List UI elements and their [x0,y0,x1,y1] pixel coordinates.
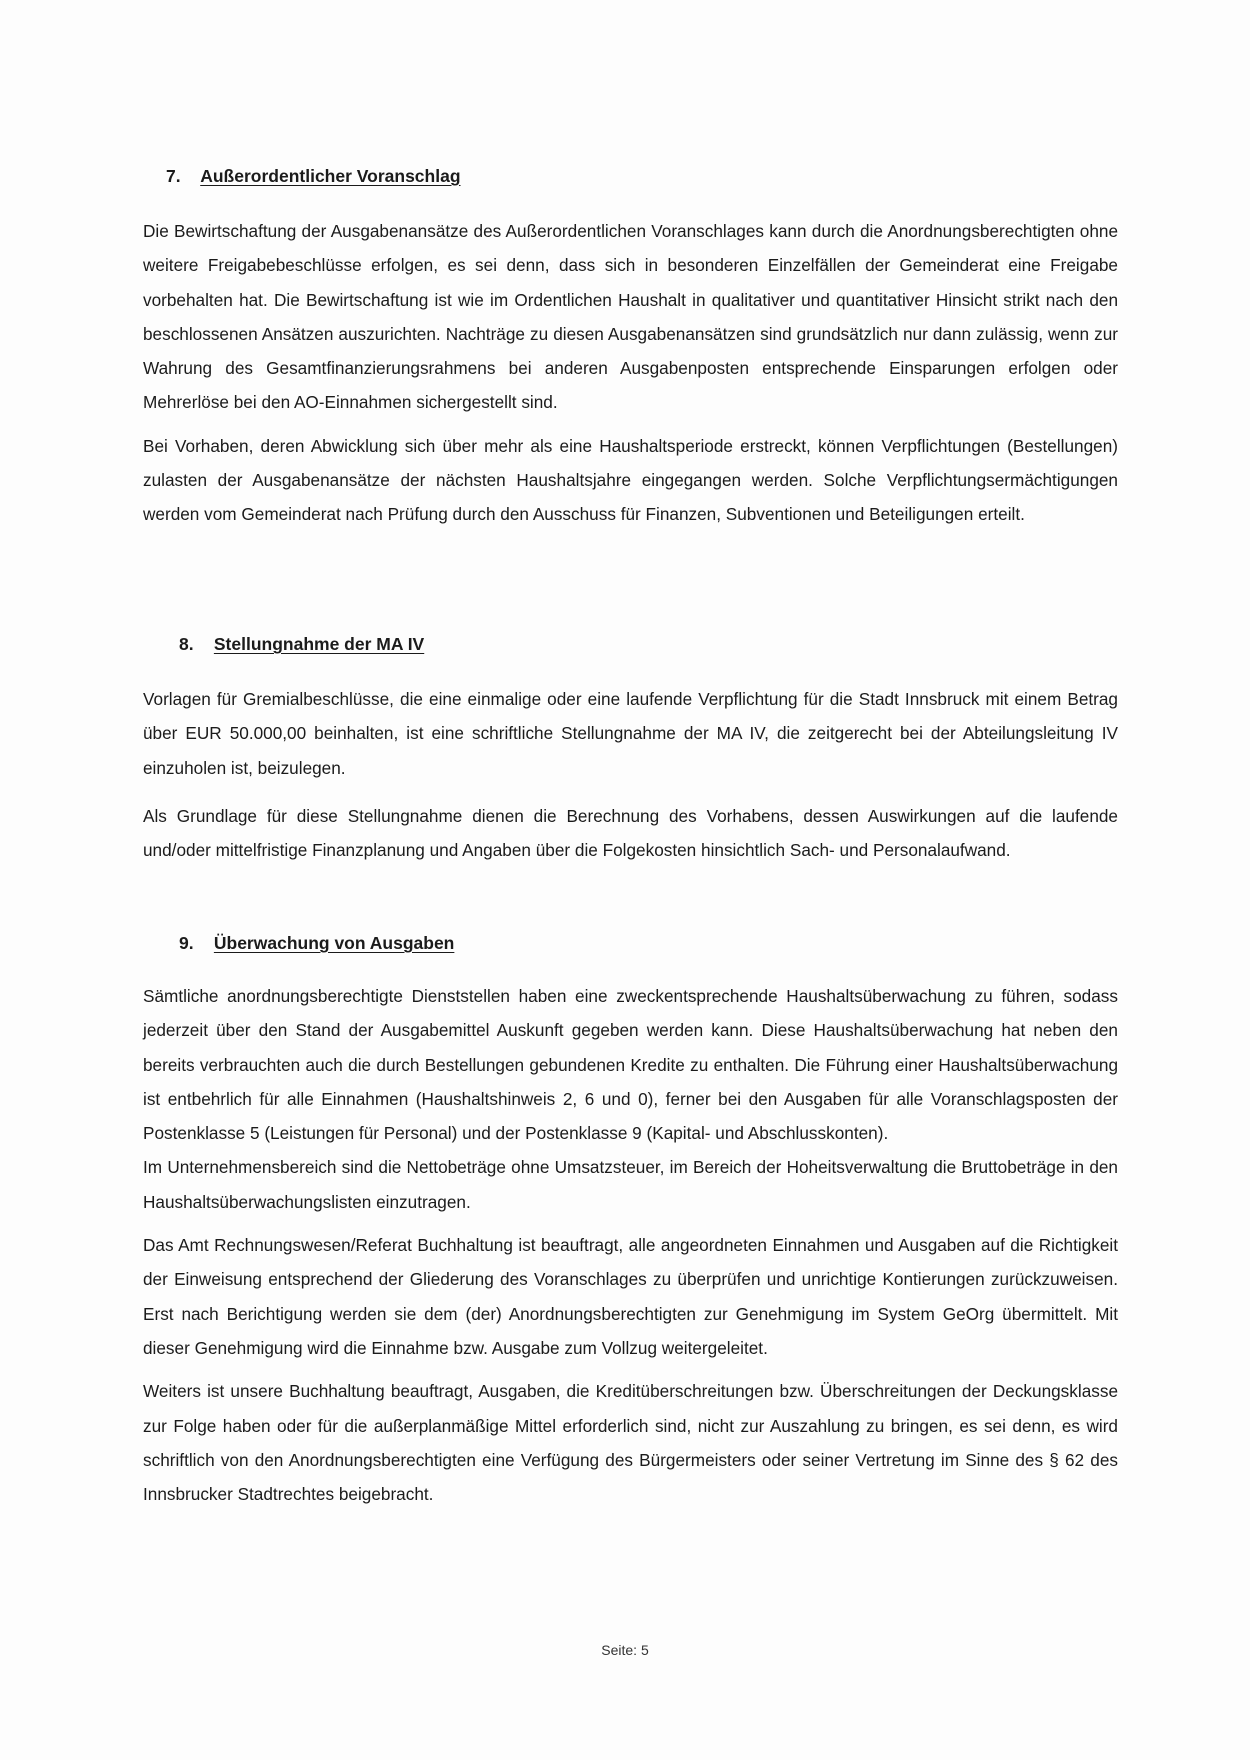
section-number: 8. [179,634,194,654]
section-9 [143,931,1118,1511]
paragraph: Die Bewirtschaftung der Ausgabenansätze des Außerordentlichen Voranschlages kann durch die Anordnungsberechtigten ohne weitere Freigabebeschlüsse erfolgen, es sei denn, dass sich in besonderen Einzelfällen der Gemeinderat eine Freigabe vorbehalten hat. Die Bewirtschaftung ist wie im Ordentlichen Haushalt in qualitativer und quantitativer Hinsicht strikt nach den beschlossenen Ansätzen auszurichten. Nachträge zu diesen Ausgabenansätzen sind grundsätzlich nur dann zulässig, wenn zur Wahrung des Gesamtfinanzierungsrahmens bei anderen Ausgabenposten entsprechende Einsparungen erfolgen oder Mehrerlöse bei den AO-Einnahmen sichergestellt sind. [143,221,1118,413]
paragraph: Als Grundlage für diese Stellungnahme dienen die Berechnung des Vorhabens, dessen Auswirkungen auf die laufende und/oder mittelfristige Finanzplanung und Angaben über die Folgekosten hinsichtlich Sach- und Personalaufwand. [143,805,1118,861]
paragraph: Bei Vorhaben, deren Abwicklung sich über mehr als eine Haushaltsperiode erstreckt, können Verpflichtungen (Bestellungen) zulasten der Ausgabenansätze der nächsten Haushaltsjahre eingegangen werden. Solche Verpflichtungsermächtigungen werden vom Gemeinderat nach Prüfung durch den Ausschuss für Finanzen, Subventionen und Beteiligungen erteilt. [143,435,1118,525]
paragraph: Sämtliche anordnungsberechtigte Dienststellen haben eine zweckentsprechende Haushaltsüberwachung zu führen, sodass jederzeit über den Stand der Ausgabemittel Auskunft gegeben werden kann. Diese Haushaltsüberwachung hat neben den bereits verbrauchten auch die durch Bestellungen gebundenen Kredite zu enthalten. Die Führung einer Haushaltsüberwachung ist entbehrlich für alle Einnahmen (Haushaltshinweis 2, 6 und 0), ferner bei den Ausgaben für alle Voranschlagsposten der Postenklasse 5 (Leistungen für Personal) und der Postenklasse 9 (Kapital- und Abschlusskonten). [143,986,1118,1144]
section-8 [143,632,1118,867]
paragraph: Weiters ist unsere Buchhaltung beauftragt, Ausgaben, die Kreditüberschreitungen bzw. Überschreitungen der Deckungsklasse zur Folge haben oder für die außerplanmäßige Mittel erforderlich sind, nicht zur Auszahlung zu bringen, es sei denn, es wird schriftlich von den Anordnungsberechtigten eine Verfügung des Bürgermeisters oder seiner Vertretung im Sinne des § 62 des Innsbrucker Stadtrechtes beigebracht. [143,1381,1118,1505]
section-title: Überwachung von Ausgaben [213,933,455,953]
section-heading [166,164,1118,188]
paragraph: Das Amt Rechnungswesen/Referat Buchhaltung ist beauftragt, alle angeordneten Einnahmen und Ausgaben auf die Richtigkeit der Einweisung entsprechend der Gliederung des Voranschlages zu überprüfen und unrichtige Kontierungen zurückzuweisen. Erst nach Berichtigung werden sie dem (der) Anordnungsberechtigten zur Genehmigung im System GeOrg übermittelt. Mit dieser Genehmigung wird die Einnahme bzw. Ausgabe zum Vollzug weitergeleitet. [143,1235,1118,1358]
section-7 [143,164,1118,532]
section-heading [179,931,1118,955]
section-title: Außerordentlicher Voranschlag [200,166,461,186]
paragraph: Im Unternehmensbereich sind die Nettobeträge ohne Umsatzsteuer, im Bereich der Hoheitsverwaltung die Bruttobeträge in den Haushaltsüberwachungslisten einzutragen. [143,1157,1118,1212]
section-number: 9. [179,933,194,953]
section-heading [179,632,1118,656]
section-title: Stellungnahme der MA IV [213,634,425,654]
section-number: 7. [166,166,181,186]
paragraph: Vorlagen für Gremialbeschlüsse, die eine einmalige oder eine laufende Verpflichtung für die Stadt Innsbruck mit einem Betrag über EUR 50.000,00 beinhalten, ist eine schriftliche Stellungnahme der MA IV, die zeitgerecht bei der Abteilungsleitung IV einzuholen ist, beizulegen. [143,689,1118,778]
page-number: Seite: 5 [601,1642,649,1658]
